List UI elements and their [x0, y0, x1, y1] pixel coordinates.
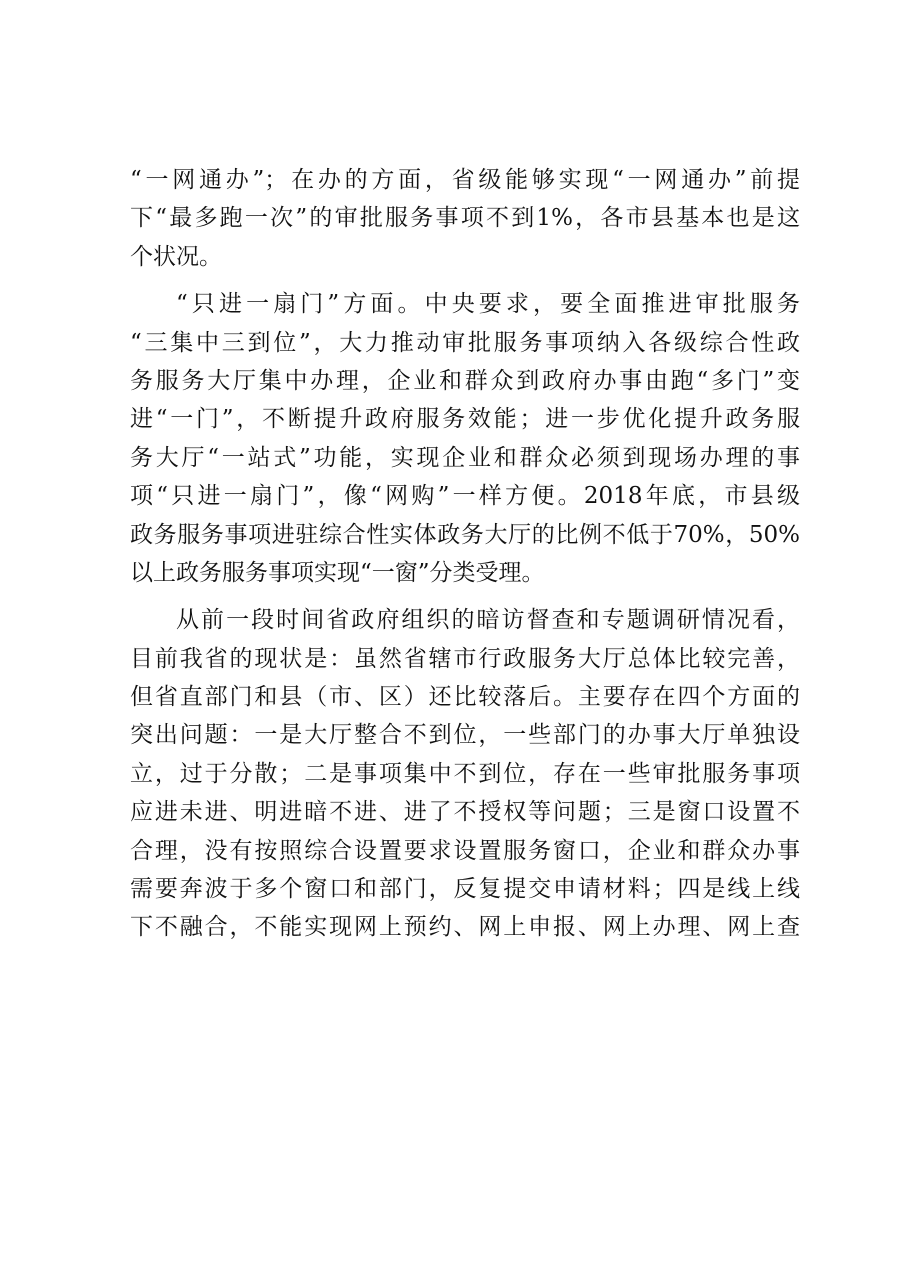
- text-line: 需要奔波于多个窗口和部门，反复提交申请材料；四是线上线: [130, 876, 800, 903]
- text-line: 下“最多跑一次”的审批服务事项不到1%，各市县基本也是这: [130, 205, 800, 232]
- text-line: 务服务大厅集中办理，企业和群众到政府办事由跑“多门”变: [130, 367, 800, 394]
- text-line: 以上政务服务事项实现“一窗”分类受理。: [130, 559, 545, 586]
- text-line: 立，过于分散；二是事项集中不到位，存在一些审批服务事项: [130, 760, 800, 787]
- text-line: “一网通办”；在办的方面，省级能够实现“一网通办”前提: [130, 167, 800, 193]
- text-line: 务大厅“一站式”功能，实现企业和群众必须到现场办理的事: [130, 444, 800, 471]
- paragraph-gap: [130, 276, 800, 285]
- document-body: [130, 161, 800, 947]
- paragraph-gap: [130, 592, 800, 601]
- text-line: 从前一段时间省政府组织的暗访督查和专题调研情况看，: [176, 607, 800, 634]
- text-line: 政务服务事项进驻综合性实体政务大厅的比例不低于70%，50%: [130, 521, 800, 548]
- text-line: 突出问题：一是大厅整合不到位，一些部门的办事大厅单独设: [130, 722, 800, 749]
- text-line: “三集中三到位”，大力推动审批服务事项纳入各级综合性政: [130, 329, 800, 356]
- text-line: 合理，没有按照综合设置要求设置服务窗口，企业和群众办事: [130, 837, 800, 864]
- text-line: 个状况。: [130, 243, 222, 270]
- text-line: 下不融合，不能实现网上预约、网上申报、网上办理、网上查: [130, 914, 800, 941]
- text-line: 应进未进、明进暗不进、进了不授权等问题；三是窗口设置不: [130, 799, 800, 826]
- text-line: 但省直部门和县（市、区）还比较落后。主要存在四个方面的: [130, 684, 800, 711]
- text-line: 进“一门”，不断提升政府服务效能；进一步优化提升政务服: [130, 406, 800, 433]
- text-line: 目前我省的现状是：虽然省辖市行政服务大厅总体比较完善，: [130, 645, 800, 672]
- text-line: 项“只进一扇门”，像“网购”一样方便。2018年底，市县级: [130, 483, 800, 510]
- text-line: “只进一扇门”方面。中央要求，要全面推进审批服务: [176, 291, 800, 318]
